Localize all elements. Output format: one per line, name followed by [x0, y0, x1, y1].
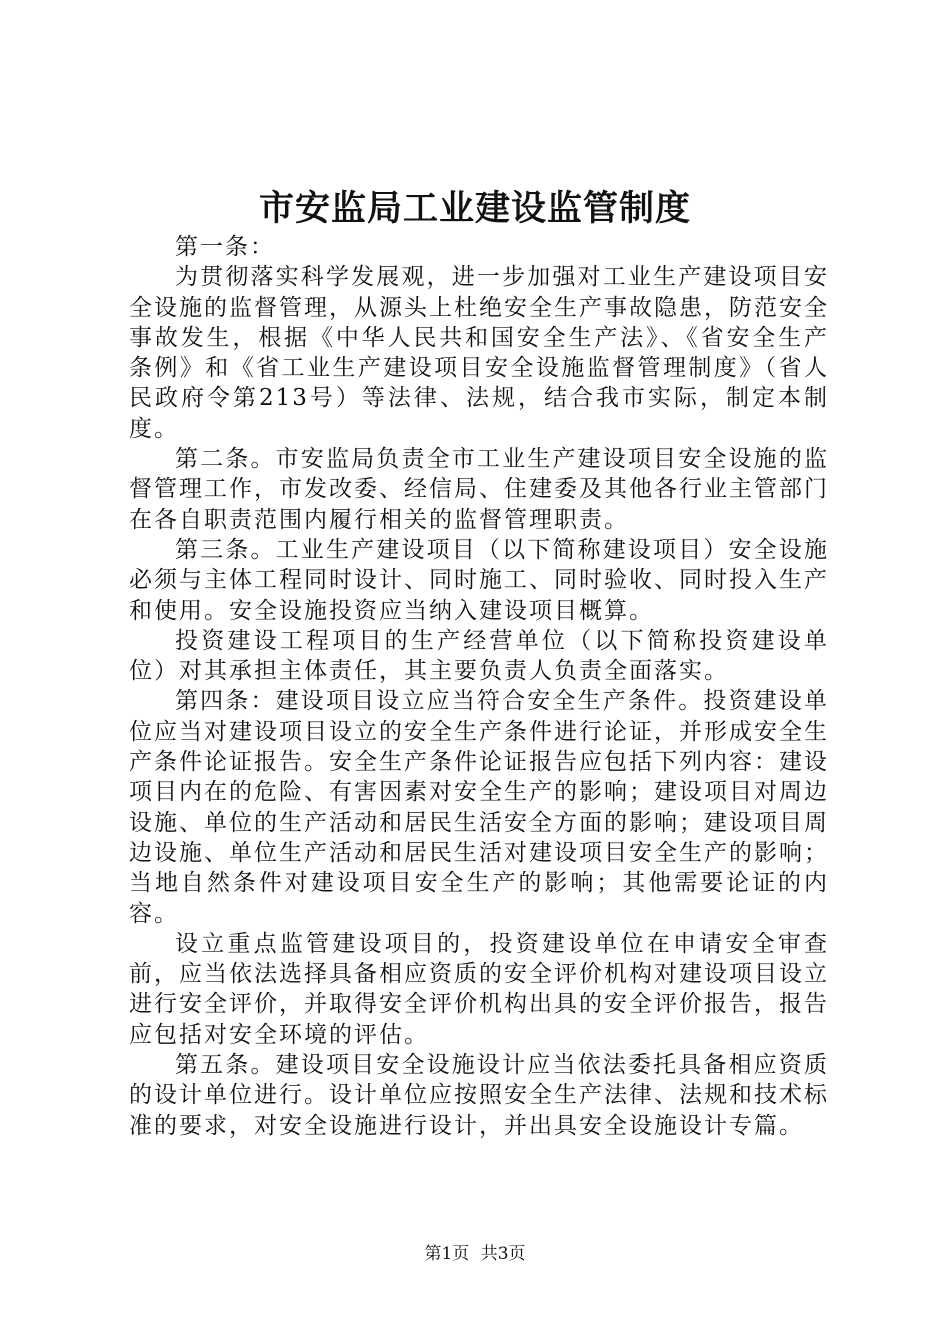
page-footer: 第1页 共3页: [424, 1244, 526, 1264]
paragraph: 第一条：: [175, 234, 275, 260]
page-title: 市安监局工业建设监管制度: [258, 188, 691, 229]
paragraph: 第二条。市安监局负责全市工业生产建设项目安全设施的监督管理工作，市发改委、经信局、住建委及其他各行业主管部门在各自职责范围内履行相关的监督管理职责。: [129, 446, 829, 533]
paragraph: 投资建设工程项目的生产经营单位（以下简称投资建设单位）对其承担主体责任，其主要负责人负责全面落实。: [129, 627, 829, 685]
paragraph: 第四条：建设项目设立应当符合安全生产条件。投资建设单位应当对建设项目设立的安全生产条件进行论证，并形成安全生产条件论证报告。安全生产条件论证报告应包括下列内容：建设项目内在的危险、有害因素对安全生产的影响；建设项目对周边设施、单位的生产活动和居民生活安全方面的影响；建设项目周边设施、单位生产活动和居民生活对建设项目安全生产的影响；当地自然条件对建设项目安全生产的影响；其他需要论证的内容。: [129, 688, 829, 927]
document-body: [129, 232, 829, 1141]
paragraph: 第三条。工业生产建设项目（以下简称建设项目）安全设施必须与主体工程同时设计、同时施工、同时验收、同时投入生产和使用。安全设施投资应当纳入建设项目概算。: [129, 536, 829, 624]
paragraph: 为贯彻落实科学发展观，进一步加强对工业生产建设项目安全设施的监督管理，从源头上杜绝安全生产事故隐患，防范安全事故发生，根据《中华人民共和国安全生产法》、《省安全生产条例》和《省工业生产建设项目安全设施监督管理制度》（省人民政府令第213号）等法律、法规，结合我市实际，制定本制度。: [129, 264, 829, 442]
paragraph: 第五条。建设项目安全设施设计应当依法委托具备相应资质的设计单位进行。设计单位应按照安全生产法律、法规和技术标准的要求，对安全设施进行设计，并出具安全设施设计专篇。: [129, 1052, 829, 1139]
paragraph: 设立重点监管建设项目的，投资建设单位在申请安全审查前，应当依法选择具备相应资质的安全评价机构对建设项目设立进行安全评价，并取得安全评价机构出具的安全评价报告，报告应包括对安全环境的评估。: [129, 930, 829, 1048]
